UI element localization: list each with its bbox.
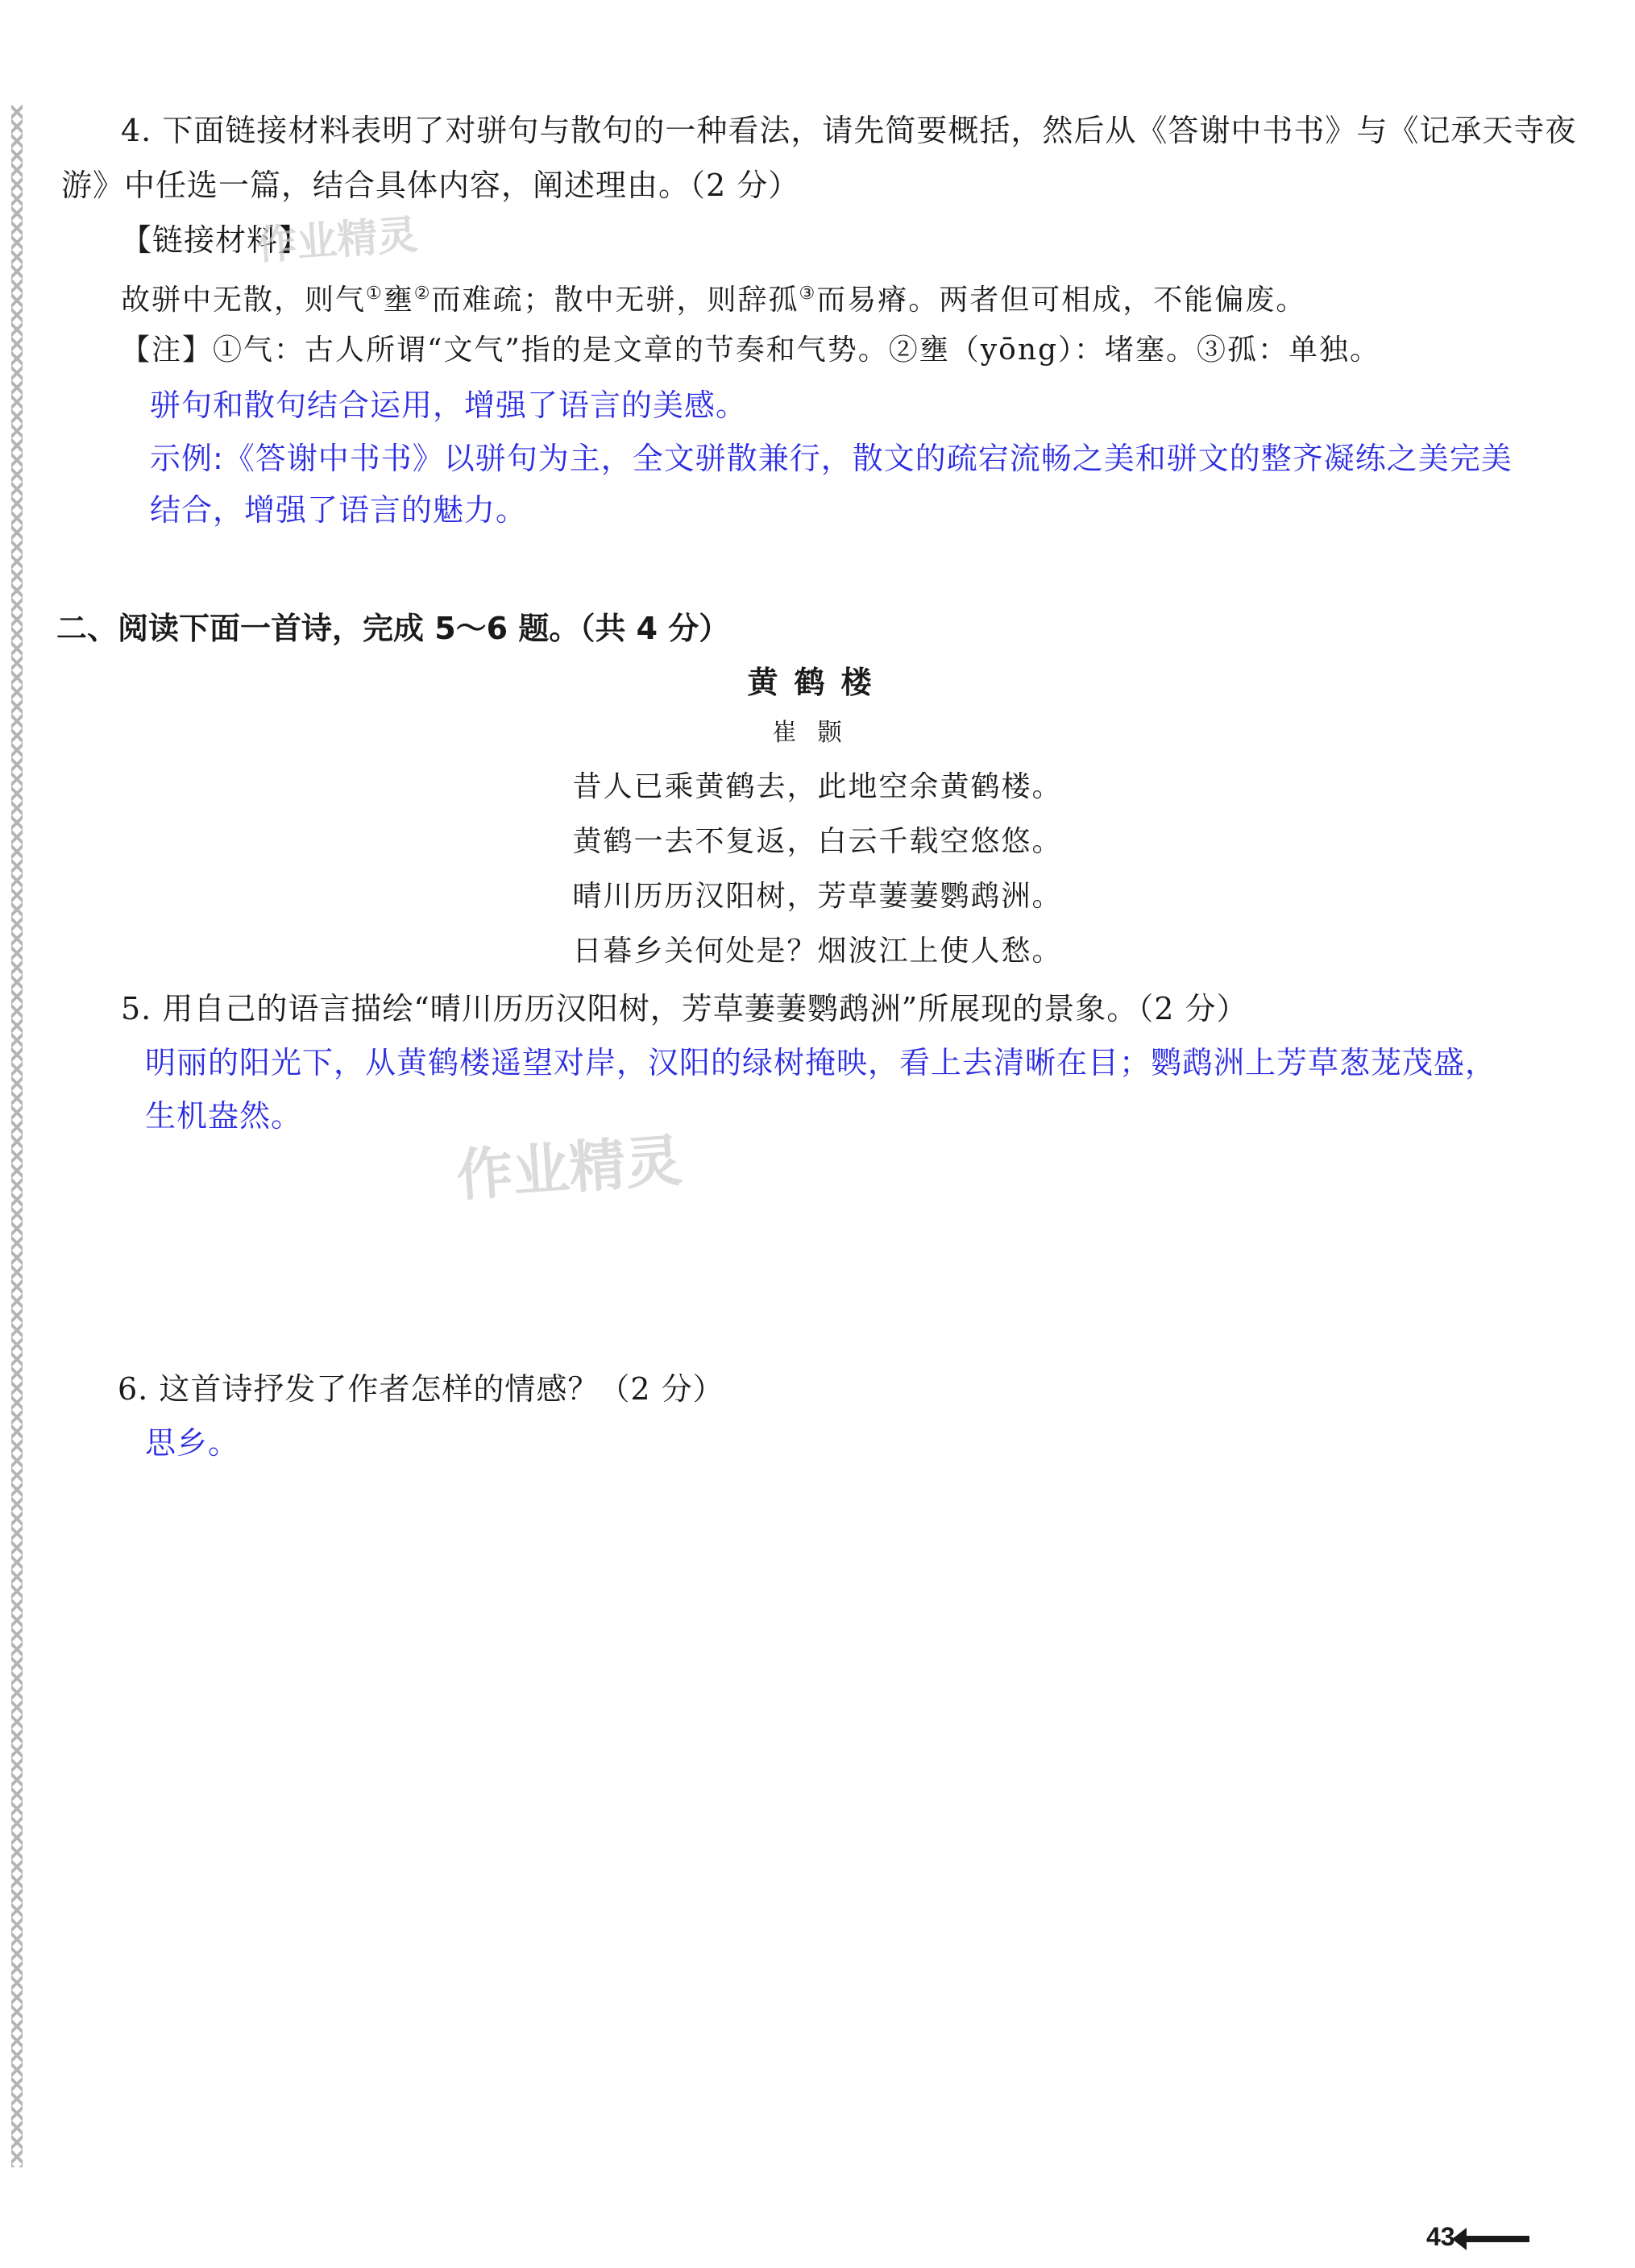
- answer-4-line-1: 骈句和散句结合运用，增强了语言的美感。: [150, 388, 748, 423]
- link-material-text: 故骈中无散，则气①壅②而难疏；散中无骈，则辞孤③而易瘠。两者但可相成，不能偏废。: [121, 284, 1307, 317]
- poem-title: 黄鹤楼: [747, 665, 888, 700]
- page-number: 43: [1426, 2222, 1529, 2252]
- poem-line: 日暮乡关何处是？烟波江上使人愁。: [572, 935, 1063, 968]
- answer-5-line-2: 生机盎然。: [145, 1098, 303, 1134]
- poem-line: 昔人已乘黄鹤去，此地空余黄鹤楼。: [572, 770, 1063, 803]
- binding-edge-decoration: [11, 105, 23, 2167]
- poem-author: 崔颢: [772, 719, 863, 747]
- link-material-heading: 【链接材料】: [121, 222, 310, 258]
- poem-line: 晴川历历汉阳树，芳草萋萋鹦鹉洲。: [572, 880, 1063, 913]
- question-5: 5. 用自己的语言描绘“晴川历历汉阳树，芳草萋萋鹦鹉洲”所展现的景象。（2 分）: [121, 991, 1248, 1026]
- answer-5-line-1: 明丽的阳光下，从黄鹤楼遥望对岸，汉阳的绿树掩映，看上去清晰在目；鹦鹉洲上芳草葱茏茂盛，: [145, 1045, 1497, 1080]
- watermark: 作业精灵: [255, 211, 420, 269]
- question-4-line-2: 游》中任选一篇，结合具体内容，阐述理由。（2 分）: [61, 168, 800, 203]
- watermark: 作业精灵: [454, 1127, 684, 1209]
- link-material-note: 【注】①气：古人所谓“文气”指的是文章的节奏和气势。②壅（yōng）：堵塞。③孤：单独。: [121, 334, 1381, 367]
- poem-line: 黄鹤一去不复返，白云千载空悠悠。: [572, 825, 1063, 858]
- answer-4-line-2: 示例:《答谢中书书》以骈句为主，全文骈散兼行，散文的疏宕流畅之美和骈文的整齐凝练之美完美: [150, 441, 1513, 476]
- arrow-left-icon: [1463, 2236, 1529, 2242]
- answer-6: 思乡。: [145, 1425, 240, 1461]
- section-2-title: 二、阅读下面一首诗，完成 5～6 题。（共 4 分）: [56, 611, 730, 646]
- question-4-line-1: 4. 下面链接材料表明了对骈句与散句的一种看法，请先简要概括，然后从《答谢中书书》与《记承天寺夜: [121, 113, 1577, 148]
- question-6: 6. 这首诗抒发了作者怎样的情感？（2 分）: [118, 1371, 724, 1407]
- answer-4-line-3: 结合，增强了语言的魅力。: [150, 492, 528, 528]
